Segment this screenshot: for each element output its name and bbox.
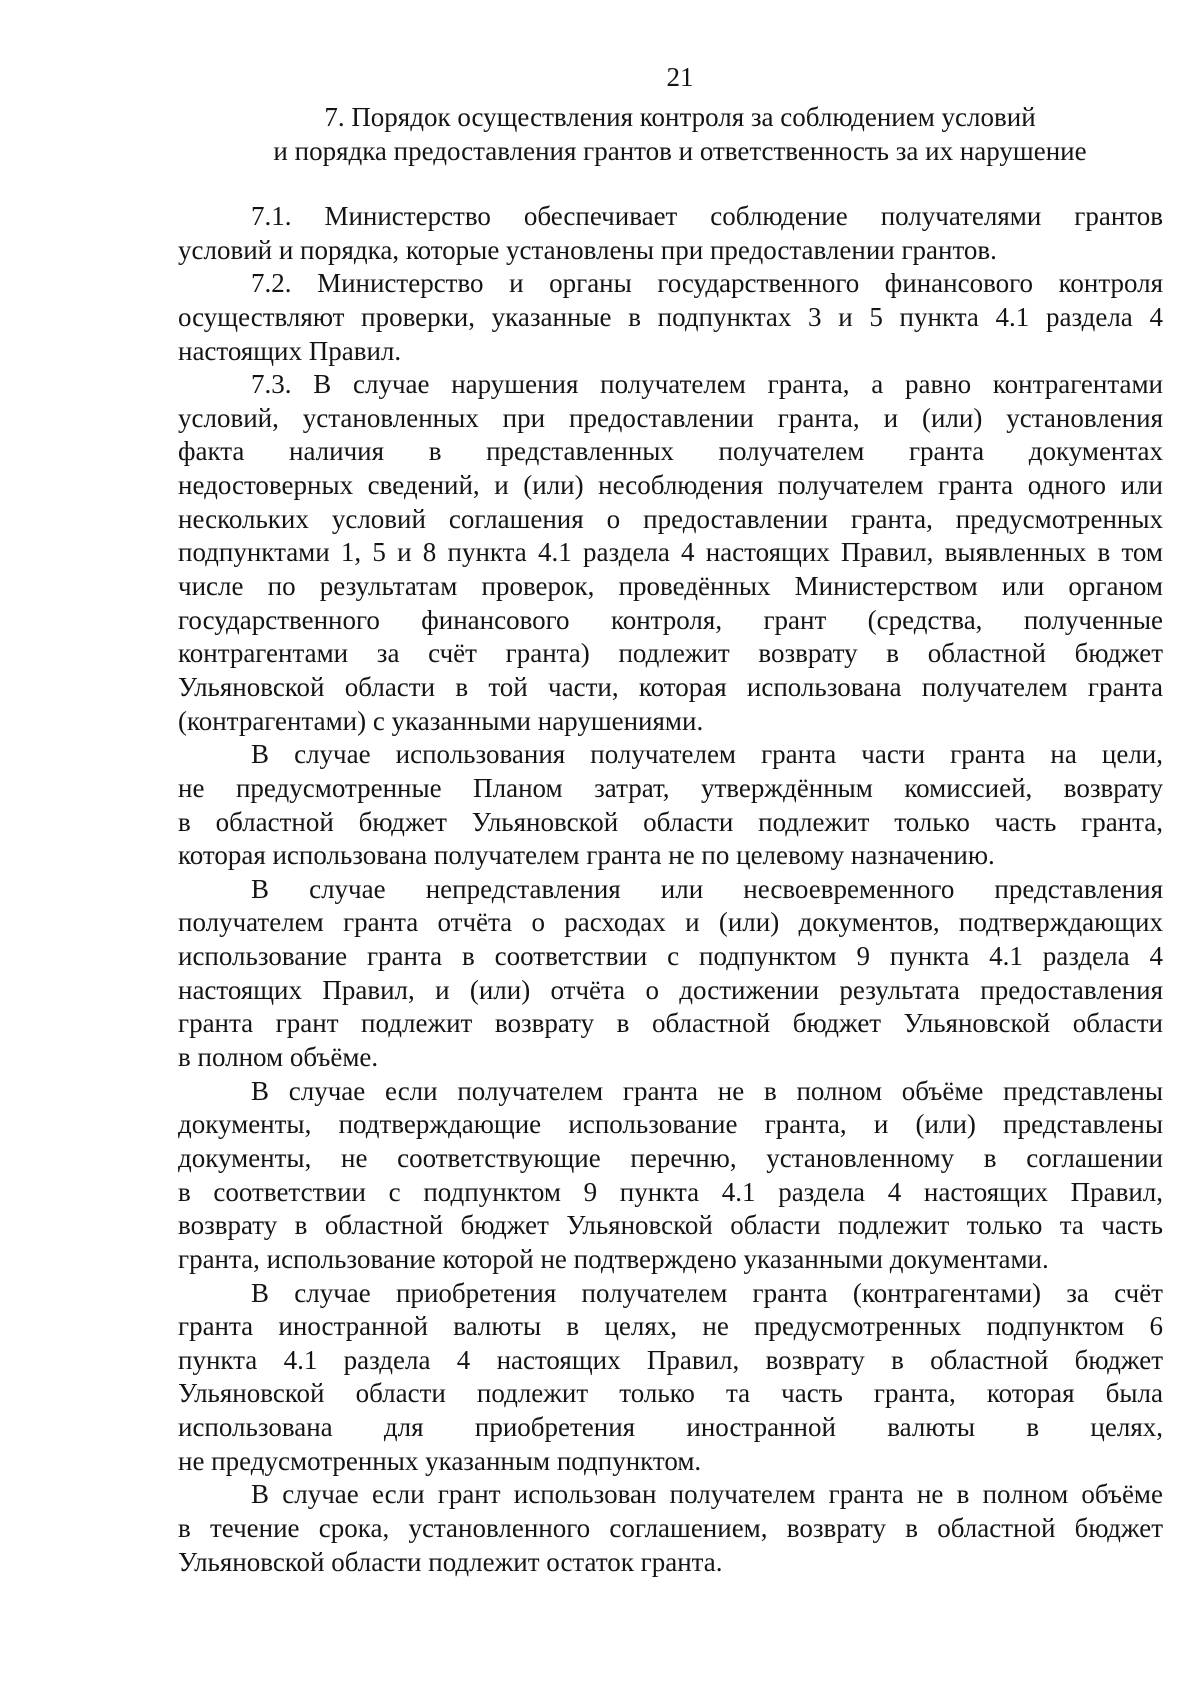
text-line: документы, подтверждающие использование гранта, и (или) представлены [178,1109,1163,1140]
text-line: в областной бюджет Ульяновской области подлежит только часть гранта, [178,806,1163,837]
text-line: в течение срока, установленного соглашением, возврату в областной бюджет [178,1512,1163,1543]
paragraph [178,1277,1163,1479]
text-line: документы, не соответствующие перечню, установленному в соглашении [178,1142,1163,1173]
text-line: настоящих Правил. [178,335,402,366]
text-line: числе по результатам проверок, проведённых Министерством или органом [178,571,1163,602]
text-line: (контрагентами) с указанными нарушениями. [178,705,704,736]
text-line: В случае если грант использован получателем гранта не в полном объёме [251,1479,1163,1510]
text-line: В случае если получателем гранта не в полном объёме представлены [251,1075,1163,1106]
paragraph [178,1075,1163,1277]
text-line: условий и порядка, которые установлены при предоставлении грантов. [178,234,997,265]
text-line: условий, установленных при предоставлении гранта, и (или) установления [178,402,1163,433]
text-line: 7.2. Министерство и органы государственного финансового контроля [251,268,1163,299]
text-line: недостоверных сведений, и (или) несоблюдения получателем гранта одного или [178,470,1163,501]
text-line: осуществляют проверки, указанные в подпунктах 3 и 5 пункта 4.1 раздела 4 [178,301,1163,332]
text-line: 7.3. В случае нарушения получателем гранта, а равно контрагентами [251,369,1163,400]
text-line: использование гранта в соответствии с подпунктом 9 пункта 4.1 раздела 4 [178,941,1163,972]
text-line: получателем гранта отчёта о расходах и (или) документов, подтверждающих [178,907,1163,938]
section-heading-line: и порядка предоставления грантов и ответственность за их нарушение [273,136,1087,166]
text-line: государственного финансового контроля, грант (средства, полученные [178,604,1163,635]
section-heading-line: 7. Порядок осуществления контроля за соблюдением условий [324,102,1036,132]
text-line: гранта, использование которой не подтверждено указанными документами. [178,1243,1049,1274]
text-line: гранта иностранной валюты в целях, не предусмотренных подпунктом 6 [178,1311,1163,1342]
section-heading [180,100,1180,168]
text-line: пункта 4.1 раздела 4 настоящих Правил, возврату в областной бюджет [178,1344,1163,1375]
text-line: 7.1. Министерство обеспечивает соблюдение получателями грантов [251,201,1163,231]
text-line: В случае приобретения получателем гранта (контрагентами) за счёт [251,1277,1163,1308]
text-line: Ульяновской области подлежит остаток гранта. [178,1546,723,1577]
text-line: не предусмотренные Планом затрат, утверждённым комиссией, возврату [178,772,1163,803]
text-line: в полном объёме. [178,1042,379,1073]
text-line: Ульяновской области подлежит только та часть гранта, которая была [178,1378,1163,1409]
paragraph [178,267,1163,368]
paragraph [178,368,1163,738]
text-line: В случае непредставления или несвоевременного представления [251,873,1163,904]
text-line: подпунктами 1, 5 и 8 пункта 4.1 раздела 4 настоящих Правил, выявленных в том [178,537,1163,568]
text-line: настоящих Правил, и (или) отчёта о достижении результата предоставления [178,974,1163,1005]
text-line: гранта грант подлежит возврату в областной бюджет Ульяновской области [178,1008,1163,1039]
text-line: нескольких условий соглашения о предоставлении гранта, предусмотренных [178,503,1163,534]
page-number: 21 [666,62,694,92]
paragraph [178,200,1163,267]
paragraph [178,1478,1163,1579]
text-line: В случае использования получателем гранта части гранта на цели, [251,739,1163,770]
text-line: контрагентами за счёт гранта) подлежит возврату в областной бюджет [178,638,1163,669]
text-line: Ульяновской области в той части, которая использована получателем гранта [178,671,1163,702]
text-line: не предусмотренных указанным подпунктом. [178,1445,702,1476]
text-line: которая использована получателем гранта не по целевому назначению. [178,840,995,871]
document-body [178,200,1163,1579]
text-line: возврату в областной бюджет Ульяновской области подлежит только та часть [178,1210,1163,1241]
paragraph [178,873,1163,1075]
text-line: использована для приобретения иностранной валюты в целях, [178,1412,1163,1443]
paragraph [178,738,1163,873]
text-line: в соответствии с подпунктом 9 пункта 4.1 раздела 4 настоящих Правил, [178,1176,1163,1207]
text-line: факта наличия в представленных получателем гранта документах [178,436,1163,467]
